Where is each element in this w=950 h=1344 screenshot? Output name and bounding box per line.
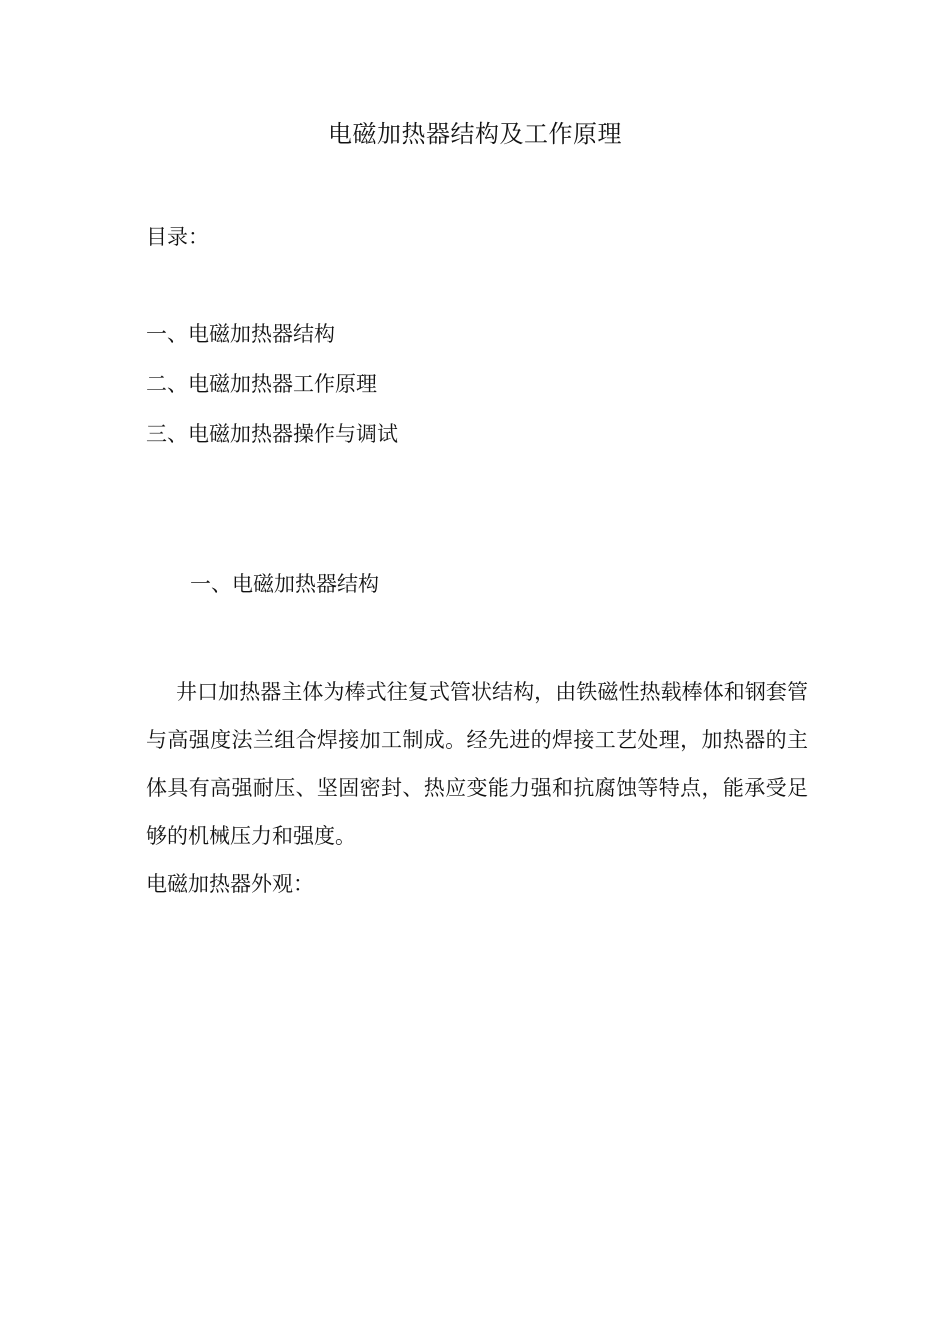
toc-item-structure: 一、电磁加热器结构 xyxy=(146,322,335,346)
table-of-contents xyxy=(146,320,398,470)
appearance-caption: 电磁加热器外观： xyxy=(146,872,314,896)
section-heading-structure: 一、电磁加热器结构 xyxy=(190,572,379,596)
toc-item-working-principle: 二、电磁加热器工作原理 xyxy=(146,372,377,396)
section-paragraph-structure: 井口加热器主体为棒式往复式管状结构，由铁磁性热载棒体和钢套管与高强度法兰组合焊接加工制成。经先进的焊接工艺处理，加热器的主体具有高强耐压、坚固密封、热应变能力强和抗腐蚀等特点，能承受足够的机械压力和强度。 xyxy=(146,680,808,848)
toc-heading: 目录： xyxy=(146,225,209,249)
document-title: 电磁加热器结构及工作原理 xyxy=(328,120,622,148)
toc-item-operation-debugging: 三、电磁加热器操作与调试 xyxy=(146,422,398,446)
